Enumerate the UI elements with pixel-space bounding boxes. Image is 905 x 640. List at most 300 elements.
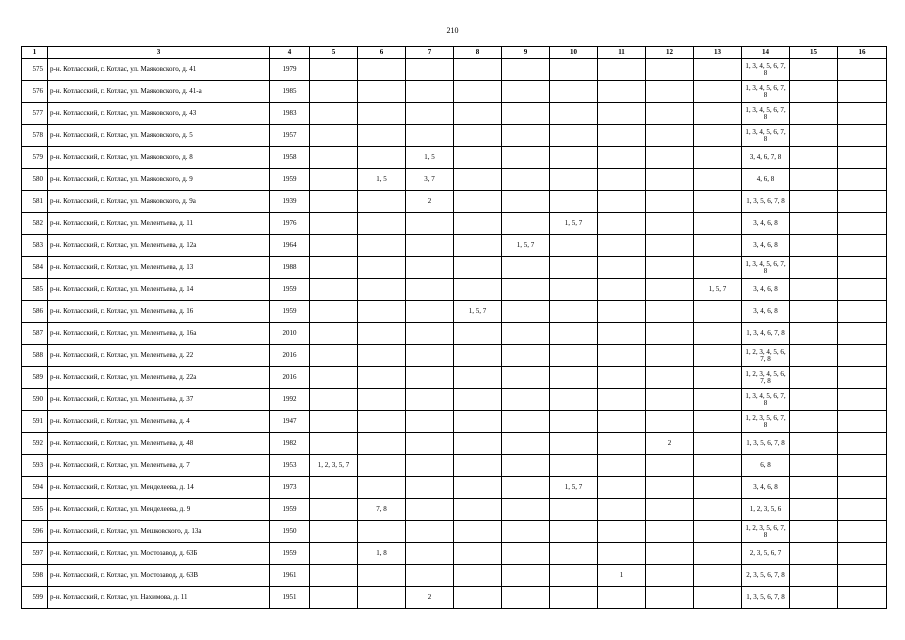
- cell-col-3: р-н. Котласский, г. Котлас, ул. Мелентьева, д. 16: [48, 301, 270, 323]
- cell-col-1: 575: [22, 59, 48, 81]
- cell-col-1: 588: [22, 345, 48, 367]
- cell-col-7: [406, 213, 454, 235]
- cell-col-11: [598, 103, 646, 125]
- cell-col-9: [502, 587, 550, 609]
- cell-col-13: [694, 103, 742, 125]
- cell-col-7: [406, 543, 454, 565]
- cell-col-13: [694, 543, 742, 565]
- cell-col-10: 1, 5, 7: [550, 477, 598, 499]
- cell-col-9: [502, 389, 550, 411]
- column-header-13: 13: [694, 47, 742, 59]
- cell-col-9: [502, 279, 550, 301]
- cell-col-5: [310, 565, 358, 587]
- cell-col-15: [790, 587, 838, 609]
- cell-col-6: [358, 521, 406, 543]
- cell-col-16: [838, 257, 887, 279]
- cell-col-12: 2: [646, 433, 694, 455]
- cell-col-7: [406, 477, 454, 499]
- cell-col-14: 1, 3, 4, 5, 6, 7, 8: [742, 59, 790, 81]
- table-row: [22, 367, 887, 389]
- cell-col-10: [550, 279, 598, 301]
- cell-col-4: 1976: [270, 213, 310, 235]
- cell-col-3: р-н. Котласский, г. Котлас, ул. Менделеева, д. 9: [48, 499, 270, 521]
- cell-col-16: [838, 565, 887, 587]
- cell-col-5: [310, 169, 358, 191]
- cell-col-8: [454, 81, 502, 103]
- cell-col-13: [694, 213, 742, 235]
- cell-col-8: [454, 345, 502, 367]
- cell-col-15: [790, 213, 838, 235]
- cell-col-1: 584: [22, 257, 48, 279]
- cell-col-4: 1957: [270, 125, 310, 147]
- cell-col-10: [550, 103, 598, 125]
- cell-col-12: [646, 389, 694, 411]
- cell-col-1: 581: [22, 191, 48, 213]
- cell-col-10: [550, 147, 598, 169]
- table-row: [22, 147, 887, 169]
- cell-col-12: [646, 213, 694, 235]
- cell-col-7: [406, 279, 454, 301]
- cell-col-13: [694, 345, 742, 367]
- cell-col-10: [550, 191, 598, 213]
- cell-col-4: 1947: [270, 411, 310, 433]
- cell-col-15: [790, 235, 838, 257]
- cell-col-9: [502, 103, 550, 125]
- cell-col-8: [454, 169, 502, 191]
- cell-col-3: р-н. Котласский, г. Котлас, ул. Мелентьева, д. 37: [48, 389, 270, 411]
- cell-col-14: 1, 3, 5, 6, 7, 8: [742, 587, 790, 609]
- table-row: [22, 257, 887, 279]
- cell-col-12: [646, 367, 694, 389]
- table-row: [22, 301, 887, 323]
- cell-col-8: [454, 565, 502, 587]
- cell-col-16: [838, 433, 887, 455]
- cell-col-1: 594: [22, 477, 48, 499]
- cell-col-12: [646, 191, 694, 213]
- cell-col-8: 1, 5, 7: [454, 301, 502, 323]
- column-header-8: 8: [454, 47, 502, 59]
- cell-col-4: 1959: [270, 499, 310, 521]
- cell-col-4: 1953: [270, 455, 310, 477]
- cell-col-1: 587: [22, 323, 48, 345]
- column-header-16: 16: [838, 47, 887, 59]
- cell-col-5: [310, 191, 358, 213]
- cell-col-14: 3, 4, 6, 8: [742, 279, 790, 301]
- cell-col-5: [310, 499, 358, 521]
- cell-col-16: [838, 279, 887, 301]
- cell-col-1: 591: [22, 411, 48, 433]
- cell-col-14: 1, 3, 4, 5, 6, 7, 8: [742, 125, 790, 147]
- cell-col-7: [406, 81, 454, 103]
- cell-col-14: 3, 4, 6, 7, 8: [742, 147, 790, 169]
- cell-col-10: [550, 235, 598, 257]
- cell-col-1: 585: [22, 279, 48, 301]
- cell-col-15: [790, 191, 838, 213]
- cell-col-14: 3, 4, 6, 8: [742, 235, 790, 257]
- cell-col-16: [838, 323, 887, 345]
- cell-col-16: [838, 411, 887, 433]
- cell-col-1: 579: [22, 147, 48, 169]
- cell-col-14: 2, 3, 5, 6, 7: [742, 543, 790, 565]
- cell-col-11: [598, 389, 646, 411]
- cell-col-5: 1, 2, 3, 5, 7: [310, 455, 358, 477]
- cell-col-8: [454, 279, 502, 301]
- cell-col-16: [838, 345, 887, 367]
- cell-col-11: [598, 323, 646, 345]
- cell-col-12: [646, 81, 694, 103]
- cell-col-8: [454, 59, 502, 81]
- cell-col-4: 1959: [270, 543, 310, 565]
- cell-col-14: 1, 3, 5, 6, 7, 8: [742, 191, 790, 213]
- cell-col-15: [790, 543, 838, 565]
- cell-col-13: [694, 323, 742, 345]
- cell-col-12: [646, 59, 694, 81]
- cell-col-12: [646, 565, 694, 587]
- cell-col-16: [838, 125, 887, 147]
- cell-col-1: 598: [22, 565, 48, 587]
- cell-col-11: [598, 125, 646, 147]
- cell-col-14: 1, 3, 4, 5, 6, 7, 8: [742, 257, 790, 279]
- cell-col-4: 1959: [270, 279, 310, 301]
- column-header-4: 4: [270, 47, 310, 59]
- cell-col-3: р-н. Котласский, г. Котлас, ул. Нахимова, д. 11: [48, 587, 270, 609]
- cell-col-8: [454, 213, 502, 235]
- cell-col-14: 3, 4, 6, 8: [742, 301, 790, 323]
- cell-col-9: [502, 411, 550, 433]
- cell-col-9: [502, 169, 550, 191]
- cell-col-9: [502, 213, 550, 235]
- cell-col-4: 1939: [270, 191, 310, 213]
- cell-col-3: р-н. Котласский, г. Котлас, ул. Мелентьева, д. 7: [48, 455, 270, 477]
- cell-col-16: [838, 59, 887, 81]
- cell-col-13: [694, 367, 742, 389]
- cell-col-8: [454, 521, 502, 543]
- cell-col-13: [694, 59, 742, 81]
- column-header-10: 10: [550, 47, 598, 59]
- table-row: [22, 499, 887, 521]
- cell-col-14: 1, 3, 4, 5, 6, 7, 8: [742, 103, 790, 125]
- column-header-14: 14: [742, 47, 790, 59]
- cell-col-15: [790, 477, 838, 499]
- cell-col-8: [454, 477, 502, 499]
- cell-col-4: 1983: [270, 103, 310, 125]
- cell-col-15: [790, 499, 838, 521]
- cell-col-12: [646, 323, 694, 345]
- cell-col-1: 577: [22, 103, 48, 125]
- header-row: [22, 47, 887, 59]
- cell-col-1: 597: [22, 543, 48, 565]
- cell-col-16: [838, 213, 887, 235]
- cell-col-5: [310, 543, 358, 565]
- table-row: [22, 455, 887, 477]
- table-row: [22, 169, 887, 191]
- cell-col-11: 1: [598, 565, 646, 587]
- cell-col-4: 1979: [270, 59, 310, 81]
- cell-col-15: [790, 81, 838, 103]
- cell-col-3: р-н. Котласский, г. Котлас, ул. Менделеева, д. 14: [48, 477, 270, 499]
- column-header-5: 5: [310, 47, 358, 59]
- column-header-9: 9: [502, 47, 550, 59]
- cell-col-10: [550, 521, 598, 543]
- cell-col-10: [550, 323, 598, 345]
- cell-col-13: [694, 389, 742, 411]
- cell-col-16: [838, 235, 887, 257]
- cell-col-13: [694, 521, 742, 543]
- cell-col-14: 1, 3, 4, 6, 7, 8: [742, 323, 790, 345]
- cell-col-15: [790, 367, 838, 389]
- cell-col-4: 1950: [270, 521, 310, 543]
- cell-col-16: [838, 477, 887, 499]
- table-row: [22, 389, 887, 411]
- cell-col-3: р-н. Котласский, г. Котлас, ул. Мелентьева, д. 12а: [48, 235, 270, 257]
- cell-col-7: 3, 7: [406, 169, 454, 191]
- cell-col-6: [358, 213, 406, 235]
- cell-col-3: р-н. Котласский, г. Котлас, ул. Мелентьева, д. 22: [48, 345, 270, 367]
- cell-col-4: 1959: [270, 301, 310, 323]
- cell-col-5: [310, 521, 358, 543]
- cell-col-6: 7, 8: [358, 499, 406, 521]
- table-row: [22, 477, 887, 499]
- cell-col-5: [310, 433, 358, 455]
- cell-col-1: 595: [22, 499, 48, 521]
- cell-col-12: [646, 345, 694, 367]
- column-header-6: 6: [358, 47, 406, 59]
- cell-col-6: [358, 477, 406, 499]
- cell-col-6: [358, 147, 406, 169]
- cell-col-12: [646, 411, 694, 433]
- cell-col-10: [550, 565, 598, 587]
- column-header-7: 7: [406, 47, 454, 59]
- cell-col-9: [502, 257, 550, 279]
- cell-col-5: [310, 147, 358, 169]
- table-row: [22, 213, 887, 235]
- table-row: [22, 587, 887, 609]
- cell-col-11: [598, 235, 646, 257]
- cell-col-6: [358, 455, 406, 477]
- table-row: [22, 345, 887, 367]
- cell-col-13: [694, 565, 742, 587]
- cell-col-15: [790, 301, 838, 323]
- cell-col-5: [310, 389, 358, 411]
- cell-col-10: [550, 543, 598, 565]
- cell-col-6: [358, 103, 406, 125]
- cell-col-6: [358, 411, 406, 433]
- cell-col-14: 2, 3, 5, 6, 7, 8: [742, 565, 790, 587]
- cell-col-1: 599: [22, 587, 48, 609]
- cell-col-8: [454, 257, 502, 279]
- cell-col-9: [502, 147, 550, 169]
- cell-col-1: 593: [22, 455, 48, 477]
- cell-col-4: 2016: [270, 345, 310, 367]
- cell-col-11: [598, 455, 646, 477]
- cell-col-5: [310, 81, 358, 103]
- cell-col-3: р-н. Котласский, г. Котлас, ул. Маяковского, д. 8: [48, 147, 270, 169]
- cell-col-4: 1992: [270, 389, 310, 411]
- cell-col-5: [310, 103, 358, 125]
- table-row: [22, 411, 887, 433]
- cell-col-11: [598, 257, 646, 279]
- cell-col-4: 1985: [270, 81, 310, 103]
- cell-col-9: [502, 565, 550, 587]
- cell-col-6: [358, 389, 406, 411]
- cell-col-13: [694, 147, 742, 169]
- cell-col-7: [406, 499, 454, 521]
- cell-col-16: [838, 147, 887, 169]
- cell-col-10: [550, 411, 598, 433]
- cell-col-16: [838, 499, 887, 521]
- cell-col-3: р-н. Котласский, г. Котлас, ул. Мешковского, д. 13а: [48, 521, 270, 543]
- cell-col-8: [454, 499, 502, 521]
- cell-col-6: [358, 565, 406, 587]
- cell-col-9: [502, 521, 550, 543]
- table-row: [22, 565, 887, 587]
- cell-col-12: [646, 235, 694, 257]
- cell-col-12: [646, 103, 694, 125]
- cell-col-3: р-н. Котласский, г. Котлас, ул. Мелентьева, д. 48: [48, 433, 270, 455]
- cell-col-5: [310, 59, 358, 81]
- cell-col-1: 576: [22, 81, 48, 103]
- column-header-1: 1: [22, 47, 48, 59]
- cell-col-10: [550, 301, 598, 323]
- cell-col-4: 1951: [270, 587, 310, 609]
- cell-col-15: [790, 125, 838, 147]
- cell-col-11: [598, 345, 646, 367]
- cell-col-15: [790, 59, 838, 81]
- cell-col-13: [694, 191, 742, 213]
- cell-col-9: [502, 433, 550, 455]
- table-row: [22, 543, 887, 565]
- cell-col-6: [358, 257, 406, 279]
- cell-col-4: 1961: [270, 565, 310, 587]
- cell-col-11: [598, 301, 646, 323]
- cell-col-11: [598, 81, 646, 103]
- cell-col-3: р-н. Котласский, г. Котлас, ул. Мелентьева, д. 14: [48, 279, 270, 301]
- cell-col-7: [406, 301, 454, 323]
- cell-col-9: [502, 323, 550, 345]
- cell-col-8: [454, 235, 502, 257]
- cell-col-16: [838, 169, 887, 191]
- cell-col-13: [694, 301, 742, 323]
- cell-col-8: [454, 125, 502, 147]
- cell-col-3: р-н. Котласский, г. Котлас, ул. Мелентьева, д. 22а: [48, 367, 270, 389]
- cell-col-16: [838, 367, 887, 389]
- cell-col-6: [358, 367, 406, 389]
- cell-col-6: [358, 81, 406, 103]
- cell-col-13: [694, 235, 742, 257]
- cell-col-12: [646, 147, 694, 169]
- cell-col-3: р-н. Котласский, г. Котлас, ул. Мелентьева, д. 16а: [48, 323, 270, 345]
- cell-col-12: [646, 169, 694, 191]
- cell-col-7: 2: [406, 191, 454, 213]
- cell-col-14: 4, 6, 8: [742, 169, 790, 191]
- cell-col-15: [790, 433, 838, 455]
- cell-col-7: [406, 367, 454, 389]
- cell-col-14: 3, 4, 6, 8: [742, 477, 790, 499]
- cell-col-15: [790, 565, 838, 587]
- table-row: [22, 81, 887, 103]
- cell-col-13: [694, 125, 742, 147]
- cell-col-9: [502, 301, 550, 323]
- cell-col-6: [358, 235, 406, 257]
- cell-col-8: [454, 455, 502, 477]
- column-header-3: 3: [48, 47, 270, 59]
- cell-col-6: [358, 191, 406, 213]
- cell-col-4: 1973: [270, 477, 310, 499]
- cell-col-13: [694, 455, 742, 477]
- cell-col-11: [598, 191, 646, 213]
- cell-col-4: 1958: [270, 147, 310, 169]
- cell-col-11: [598, 213, 646, 235]
- cell-col-4: 2010: [270, 323, 310, 345]
- cell-col-7: [406, 433, 454, 455]
- table-row: [22, 433, 887, 455]
- cell-col-11: [598, 477, 646, 499]
- cell-col-8: [454, 411, 502, 433]
- cell-col-14: 1, 2, 3, 5, 6, 7, 8: [742, 411, 790, 433]
- cell-col-15: [790, 455, 838, 477]
- cell-col-15: [790, 103, 838, 125]
- cell-col-10: [550, 59, 598, 81]
- cell-col-7: 2: [406, 587, 454, 609]
- cell-col-11: [598, 169, 646, 191]
- cell-col-4: 1959: [270, 169, 310, 191]
- cell-col-3: р-н. Котласский, г. Котлас, ул. Маяковского, д. 41-а: [48, 81, 270, 103]
- cell-col-6: [358, 345, 406, 367]
- cell-col-8: [454, 147, 502, 169]
- cell-col-16: [838, 81, 887, 103]
- table-row: [22, 521, 887, 543]
- cell-col-6: 1, 5: [358, 169, 406, 191]
- cell-col-3: р-н. Котласский, г. Котлас, ул. Мелентьева, д. 13: [48, 257, 270, 279]
- cell-col-14: 6, 8: [742, 455, 790, 477]
- cell-col-4: 2016: [270, 367, 310, 389]
- table-row: [22, 103, 887, 125]
- cell-col-11: [598, 587, 646, 609]
- cell-col-13: [694, 587, 742, 609]
- cell-col-1: 582: [22, 213, 48, 235]
- cell-col-6: 1, 8: [358, 543, 406, 565]
- cell-col-10: [550, 389, 598, 411]
- cell-col-15: [790, 169, 838, 191]
- cell-col-16: [838, 455, 887, 477]
- cell-col-11: [598, 279, 646, 301]
- cell-col-9: [502, 191, 550, 213]
- cell-col-5: [310, 345, 358, 367]
- cell-col-11: [598, 521, 646, 543]
- cell-col-9: [502, 499, 550, 521]
- cell-col-9: [502, 455, 550, 477]
- cell-col-8: [454, 367, 502, 389]
- cell-col-10: [550, 433, 598, 455]
- cell-col-4: 1988: [270, 257, 310, 279]
- cell-col-1: 580: [22, 169, 48, 191]
- cell-col-12: [646, 455, 694, 477]
- cell-col-13: 1, 5, 7: [694, 279, 742, 301]
- cell-col-3: р-н. Котласский, г. Котлас, ул. Маяковского, д. 41: [48, 59, 270, 81]
- cell-col-8: [454, 389, 502, 411]
- cell-col-12: [646, 279, 694, 301]
- cell-col-16: [838, 521, 887, 543]
- cell-col-10: [550, 499, 598, 521]
- table-row: [22, 59, 887, 81]
- column-header-12: 12: [646, 47, 694, 59]
- table-row: [22, 323, 887, 345]
- cell-col-6: [358, 279, 406, 301]
- cell-col-5: [310, 301, 358, 323]
- cell-col-14: 1, 3, 4, 5, 6, 7, 8: [742, 389, 790, 411]
- cell-col-1: 586: [22, 301, 48, 323]
- cell-col-14: 1, 2, 3, 4, 5, 6, 7, 8: [742, 367, 790, 389]
